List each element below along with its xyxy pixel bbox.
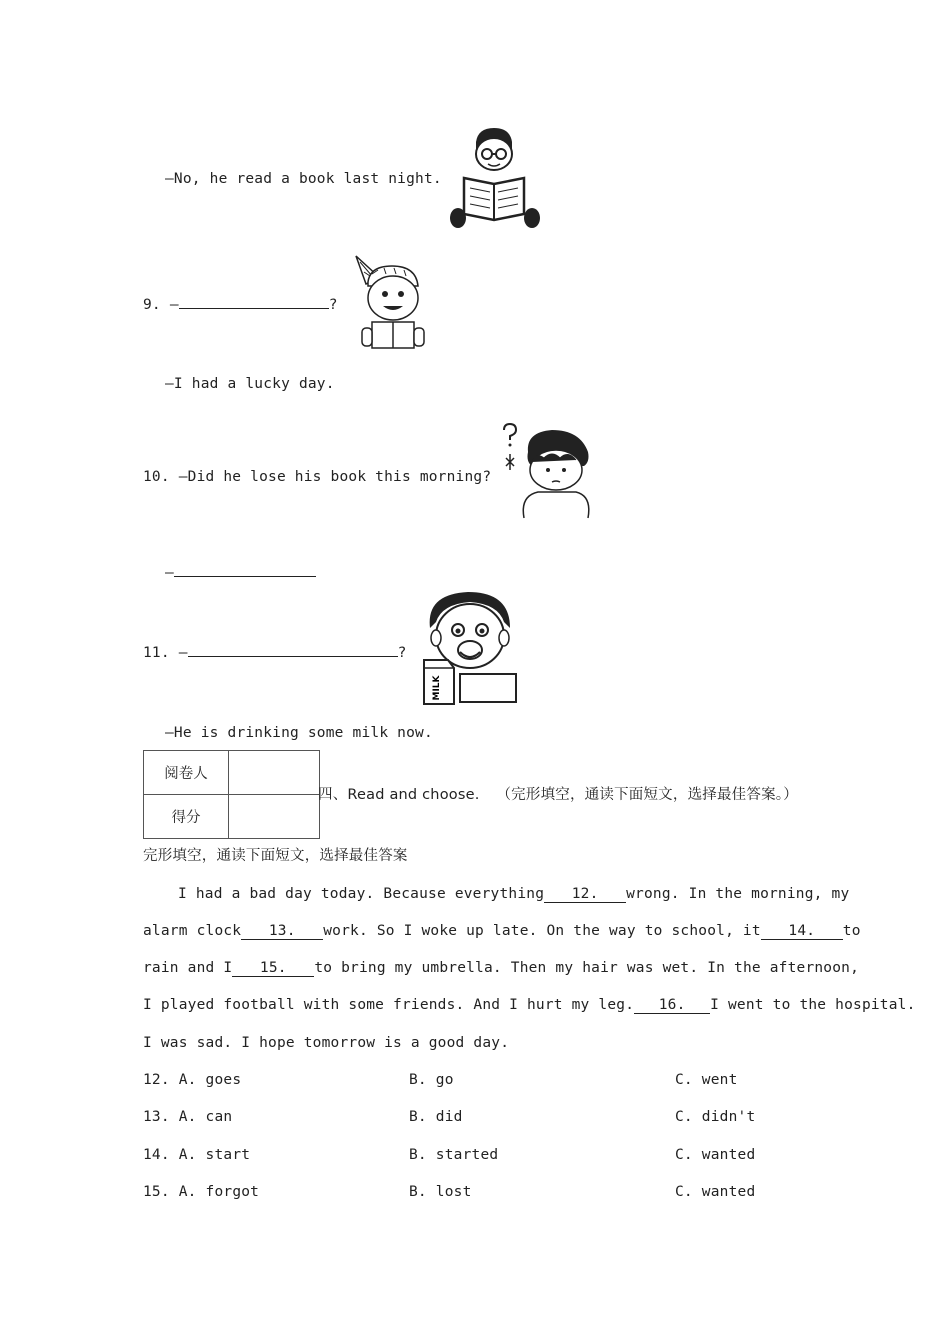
section4-heading (318, 786, 798, 804)
boy-party-hat-illustration (350, 252, 436, 352)
passage-line-4 (143, 996, 916, 1014)
passage-line-3 (143, 959, 859, 977)
option-a[interactable]: A. forgot (178, 1184, 260, 1200)
blank-16[interactable]: 16. (634, 997, 710, 1014)
q9-qmark: ? (328, 297, 338, 313)
section4-heading-cn: （完形填空，通读下面短文，选择最佳答案。） (496, 787, 798, 803)
man-drinking-milk-illustration (420, 588, 520, 706)
milk-carton-label: MILK (432, 675, 442, 701)
score-table (143, 750, 320, 839)
q11-qmark: ? (397, 645, 407, 661)
score-table-row (144, 751, 320, 795)
option-b[interactable]: B. started (409, 1147, 499, 1163)
q9-dash: — (169, 297, 179, 313)
score-table-row (144, 795, 320, 839)
passage-text: work. So I woke up late. On the way to school, it (323, 923, 761, 939)
option-number: 14. (143, 1147, 170, 1163)
option-number: 13. (143, 1109, 170, 1125)
q11-number: 11. (143, 645, 170, 661)
q9-answer: —I had a lucky day. (165, 376, 335, 392)
blank-15[interactable]: 15. (232, 960, 314, 977)
option-b[interactable]: B. go (409, 1072, 454, 1088)
q10-answer (165, 562, 316, 582)
passage-text: to bring my umbrella. Then my hair was wet. In the afternoon, (314, 960, 860, 976)
reviewer-cell[interactable] (229, 751, 320, 795)
q9-number: 9. (143, 297, 161, 313)
option-b[interactable]: B. lost (409, 1184, 472, 1200)
passage-text: I went to the hospital. (710, 997, 916, 1013)
option-a[interactable]: A. start (178, 1147, 251, 1163)
option-a[interactable]: A. can (178, 1109, 233, 1125)
q11-blank[interactable] (188, 642, 398, 657)
passage-line-1 (178, 885, 849, 903)
passage-text: to (842, 923, 861, 939)
option-number: 12. (143, 1072, 170, 1088)
blank-12[interactable]: 12. (544, 886, 626, 903)
option-c[interactable]: C. wanted (675, 1147, 756, 1163)
section4-heading-en: 四、Read and choose. (318, 787, 480, 803)
option-b[interactable]: B. did (409, 1109, 463, 1125)
score-label: 得分 (144, 795, 229, 839)
option-row-14 (143, 1146, 250, 1164)
passage-line-2 (143, 922, 861, 940)
option-row-15 (143, 1183, 259, 1201)
passage-text: I had a bad day today. Because everything (178, 886, 545, 902)
passage-line-5: I was sad. I hope tomorrow is a good day. (143, 1035, 510, 1051)
blank-14[interactable]: 14. (761, 923, 843, 940)
option-row-13 (143, 1108, 232, 1126)
q11-dash: — (178, 645, 188, 661)
q10-answer-dash: — (165, 565, 174, 581)
q10-blank[interactable] (174, 562, 316, 577)
q9-question (143, 294, 338, 314)
score-cell[interactable] (229, 795, 320, 839)
blank-13[interactable]: 13. (241, 923, 323, 940)
q11-answer: —He is drinking some milk now. (165, 725, 433, 741)
passage-text: alarm clock (143, 923, 242, 939)
boy-reading-illustration (448, 124, 544, 232)
option-number: 15. (143, 1184, 170, 1200)
section4-subheading: 完形填空，通读下面短文，选择最佳答案 (143, 848, 408, 864)
puzzled-child-illustration (496, 422, 596, 522)
passage-text: I played football with some friends. And I hurt my leg. (143, 997, 635, 1013)
q9-blank[interactable] (179, 294, 329, 309)
option-a[interactable]: A. goes (178, 1072, 242, 1088)
passage-text: wrong. In the morning, my (626, 886, 850, 902)
reviewer-label: 阅卷人 (144, 751, 229, 795)
passage-text: rain and I (143, 960, 233, 976)
option-c[interactable]: C. didn't (675, 1109, 756, 1125)
option-c[interactable]: C. went (675, 1072, 738, 1088)
q8-answer: —No, he read a book last night. (165, 171, 442, 187)
option-row-12 (143, 1071, 241, 1089)
option-c[interactable]: C. wanted (675, 1184, 756, 1200)
q11-question (143, 642, 407, 662)
q10-question: 10. —Did he lose his book this morning? (143, 469, 492, 485)
